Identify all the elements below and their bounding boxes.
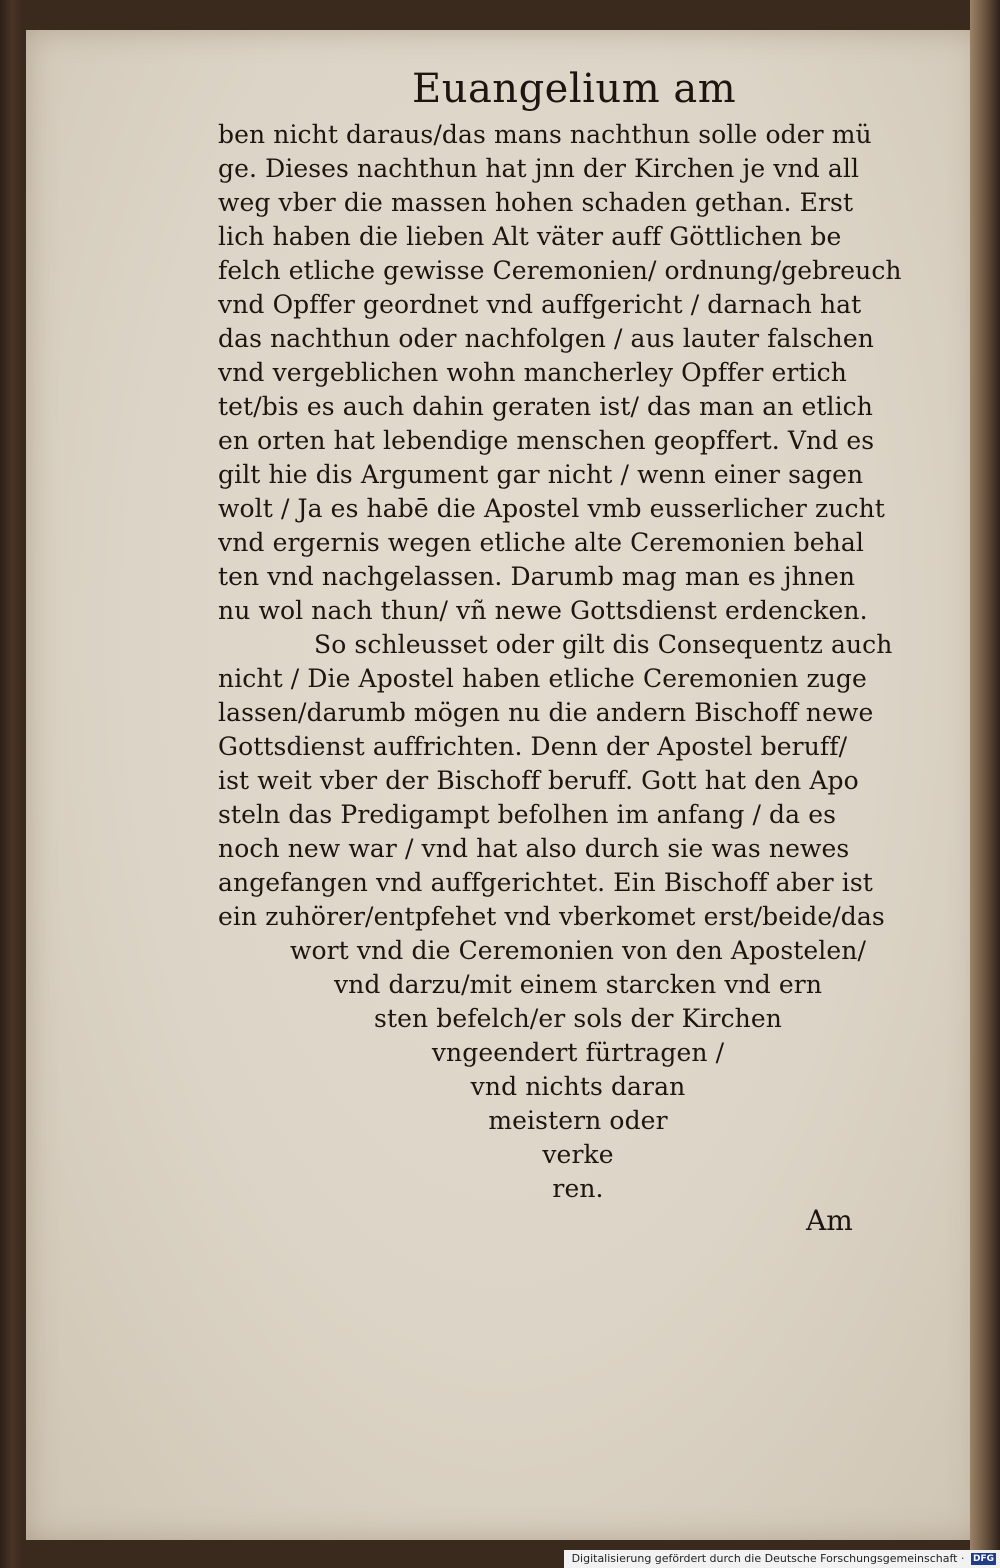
text-line: vnd darzu/mit einem starcken vnd ern xyxy=(333,970,823,999)
text-line: ben nicht daraus/das mans nachthun solle oder mü xyxy=(218,120,872,149)
text-line: en orten hat lebendige menschen geopffert. Vnd es xyxy=(218,426,875,455)
text-line: vnd ergernis wegen etliche alte Ceremonien behal xyxy=(218,528,864,557)
text-line: wort vnd die Ceremonien von den Apostelen/ xyxy=(289,936,867,965)
text-line: das nachthun oder nachfolgen / aus lauter falschen xyxy=(218,324,874,353)
text-line: meistern oder xyxy=(488,1106,668,1135)
book-spine-edge xyxy=(970,0,1000,1568)
text-line: felch etliche gewisse Ceremonien/ ordnung/gebreuch xyxy=(218,256,902,285)
digitization-credit xyxy=(564,1550,1000,1568)
text-line: gilt hie dis Argument gar nicht / wenn einer sagen xyxy=(218,460,864,489)
text-line: vnd nichts daran xyxy=(470,1072,686,1101)
text-line: So schleusset oder gilt dis Consequentz auch xyxy=(314,630,893,659)
text-line: Gottsdienst auffrichten. Denn der Apostel beruff/ xyxy=(218,732,848,761)
running-header: Euangelium am xyxy=(412,66,737,112)
text-line: ist weit vber der Bischoff beruff. Gott hat den Apo xyxy=(218,766,859,795)
text-line: ten vnd nachgelassen. Darumb mag man es jhnen xyxy=(218,562,856,591)
dfg-logo: DFG xyxy=(972,1554,994,1564)
text-line: vngeendert fürtragen / xyxy=(431,1038,725,1067)
body-text xyxy=(218,118,938,1206)
text-line: steln das Predigampt befolhen im anfang / da es xyxy=(218,800,837,829)
text-line: vnd Opffer geordnet vnd auffgericht / darnach hat xyxy=(218,290,862,319)
text-line: weg vber die massen hohen schaden gethan. Erst xyxy=(218,188,854,217)
text-line: nu wol nach thun/ vñ newe Gottsdienst erdencken. xyxy=(218,596,868,625)
text-line: wolt / Ja es habē die Apostel vmb eusserlicher zucht xyxy=(218,494,885,523)
credit-text: Digitalisierung gefördert durch die Deutsche Forschungsgemeinschaft · xyxy=(571,1552,965,1565)
text-line: sten befelch/er sols der Kirchen xyxy=(374,1004,782,1033)
text-line: nicht / Die Apostel haben etliche Ceremonien zuge xyxy=(218,664,867,693)
text-line: verke xyxy=(542,1140,614,1169)
text-line: vnd vergeblichen wohn mancherley Opffer ertich xyxy=(218,358,847,387)
text-line: noch new war / vnd hat also durch sie was newes xyxy=(218,834,850,863)
text-line: lassen/darumb mögen nu die andern Bischoff newe xyxy=(218,698,874,727)
text-line: ge. Dieses nachthun hat jnn der Kirchen je vnd all xyxy=(218,154,860,183)
text-line: tet/bis es auch dahin geraten ist/ das man an etlich xyxy=(218,392,873,421)
text-line: lich haben die lieben Alt väter auff Göttlichen be xyxy=(218,222,842,251)
text-line: angefangen vnd auffgerichtet. Ein Bischoff aber ist xyxy=(218,868,873,897)
text-line: ein zuhörer/entpfehet vnd vberkomet erst/beide/das xyxy=(218,902,885,931)
catchword: Am xyxy=(806,1204,853,1237)
text-line: ren. xyxy=(552,1174,604,1203)
